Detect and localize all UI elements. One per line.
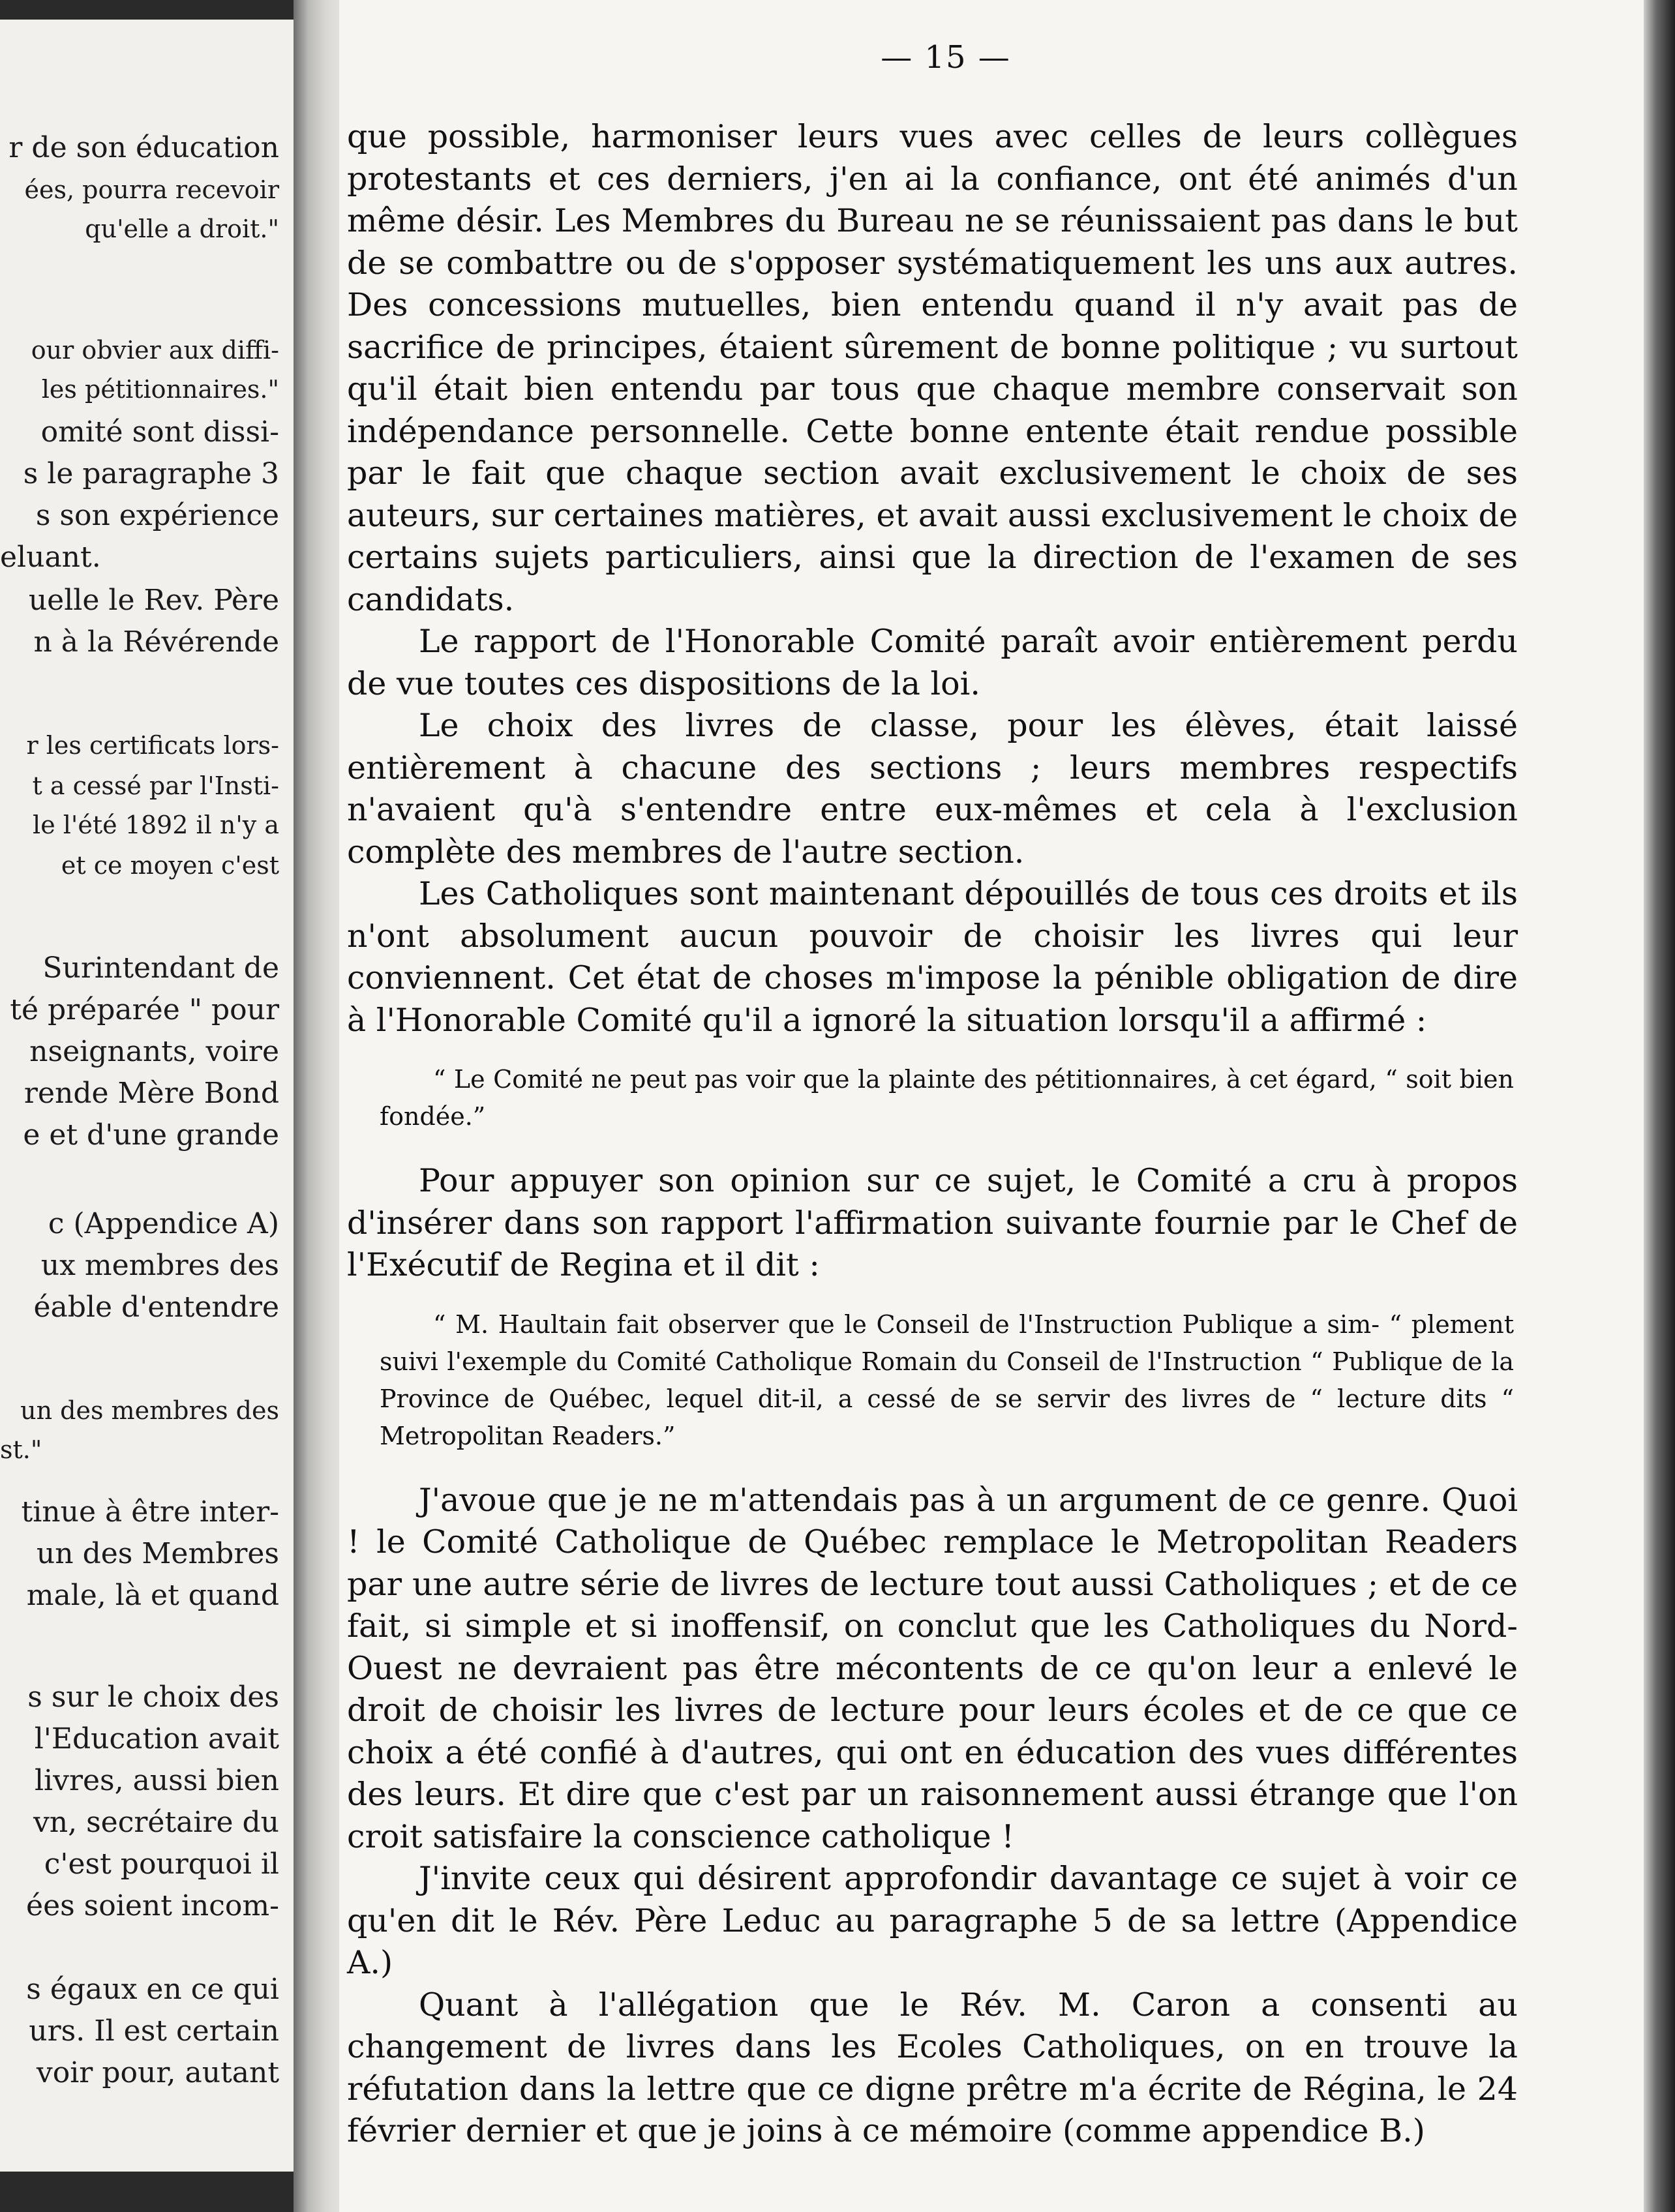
left-line: c'est pourquoi il (44, 1847, 279, 1881)
left-line: rende Mère Bond (23, 1077, 279, 1110)
left-line: c (Appendice A) (48, 1207, 279, 1240)
left-line: les pétitionnaires." (41, 375, 279, 404)
page-number: — 15 — (881, 39, 1011, 76)
left-line: le l'été 1892 il n'y a (33, 811, 279, 839)
left-line: r les certificats lors- (26, 731, 279, 760)
left-line: s le paragraphe 3 (23, 457, 279, 490)
paragraph: Le rapport de l'Honorable Comité paraît avoir entièrement perdu de vue toutes ces dispositions de la loi. (347, 623, 1518, 702)
paragraph: Le choix des livres de classe, pour les élèves, était laissé entièrement à chacune des sections ; leurs membres respectifs n'avaient qu'à s'entendre entre eux-mêmes et cela à l'exclusion complète des membres de l'autre section. (347, 707, 1518, 871)
paragraph: J'invite ceux qui désirent approfondir davantage ce sujet à voir ce qu'en dit le Rév. Père Leduc au paragraphe 5 de sa lettre (Appendice A.) (347, 1860, 1518, 1981)
left-line: voir pour, autant (36, 2056, 279, 2089)
left-line: s égaux en ce qui (26, 1973, 279, 2006)
paragraph: Pour appuyer son opinion sur ce sujet, le Comité a cru à propos d'insérer dans son rapport l'affirmation suivante fournie par le Chef de l'Exécutif de Regina et il dit : (347, 1162, 1518, 1283)
left-line: ées, pourra recevoir (24, 175, 279, 204)
left-line: s son expérience (35, 499, 279, 532)
left-line: et ce moyen c'est (61, 851, 279, 880)
left-line: urs. Il est certain (29, 2014, 279, 2048)
left-line: our obvier aux diffi- (31, 336, 279, 365)
page-edge-shadow (1644, 0, 1675, 2212)
paragraph: que possible, harmoniser leurs vues avec celles de leurs collègues protestants et ces derniers, j'en ai la confiance, ont été animés d'un même désir. Les Membres du Bureau ne se réunissaient pas dans le but de se combattre ou de s'opposer systématiquement les uns aux autres. Des concessions mutuelles, bien entendu quand il n'y avait pas de sacrifice de principes, étaient sûrement de bonne politique ; vu surtout qu'il était bien entendu par tous que chaque membre conservait son indépendance personnelle. Cette bonne entente était rendue possible par le fait que chaque section avait exclusivement le choix de ses auteurs, sur certaines matières, et avait aussi exclusivement le choix de certains sujets particuliers, ainsi que la direction de l'examen de ses candidats. (347, 118, 1518, 618)
left-line: e et d'une grande (23, 1118, 279, 1152)
block-quote: “ M. Haultain fait observer que le Conseil de l'Instruction Publique a sim- “ plement suivi l'exemple du Comité Catholique Romain du Conseil de l'Instruction “ Publique de la Province de Québec, lequel dit-il, a cessé de se servir des livres de “ lecture dits “ Metropolitan Readers.” (380, 1309, 1514, 1450)
paragraph: Les Catholiques sont maintenant dépouillés de tous ces droits et ils n'ont absolument aucun pouvoir de choisir les livres qui leur conviennent. Cet état de choses m'impose la pénible obligation de dire à l'Honorable Comité qu'il a ignoré la situation lorsqu'il a affirmé : (347, 875, 1518, 1039)
left-line: éable d'entendre (33, 1291, 279, 1324)
left-line: livres, aussi bien (34, 1764, 279, 1797)
left-line: tinue à être inter- (21, 1495, 279, 1529)
left-line: l'Education avait (34, 1722, 279, 1756)
left-line: un des membres des (20, 1396, 279, 1425)
left-line: s sur le choix des (27, 1681, 279, 1714)
left-line: uelle le Rev. Père (28, 584, 279, 617)
paragraph: J'avoue que je ne m'attendais pas à un argument de ce genre. Quoi ! le Comité Catholique de Québec remplace le Metropolitan Readers par une autre série de livres de lecture tout aussi Catholiques ; et de ce fait, si simple et si inoffensif, on conclut que les Catholiques du Nord-Ouest ne devraient pas être mécontents de ce qu'on leur a enlevé le droit de choisir les livres de lecture pour leurs écoles et de ce que ce choix a été confié à d'autres, qui ont en éducation des vues différentes des leurs. Et dire que c'est par un raisonnement aussi étrange que l'on croit satisfaire la conscience catholique ! (347, 1481, 1518, 1855)
left-page-fragment (0, 20, 294, 2172)
left-line: r de son éducation (8, 131, 279, 164)
left-line: qu'elle a droit." (85, 215, 279, 243)
left-line: eluant. (0, 541, 101, 574)
left-line: ées soient incom- (26, 1889, 279, 1922)
left-line: ux membres des (40, 1249, 279, 1282)
left-line: st." (0, 1435, 42, 1464)
left-line: omité sont dissi- (40, 415, 279, 449)
left-line: male, là et quand (26, 1579, 279, 1612)
main-text-column (347, 116, 1518, 2153)
left-line: vn, secrétaire du (33, 1806, 279, 1839)
left-line: té préparée " pour (10, 993, 279, 1026)
left-line: Surintendant de (42, 951, 279, 985)
block-quote: “ Le Comité ne peut pas voir que la plainte des pétitionnaires, à cet égard, “ soit bien fondée.” (380, 1065, 1514, 1131)
left-line: un des Membres (36, 1537, 279, 1570)
left-line: t a cessé par l'Insti- (32, 771, 279, 800)
left-line: nseignants, voire (29, 1035, 279, 1068)
left-line: n à la Révérende (33, 625, 279, 659)
paragraph: Quant à l'allégation que le Rév. M. Caron a consenti au changement de livres dans les Ecoles Catholiques, on en trouve la réfutation dans la lettre que ce digne prêtre m'a écrite de Régina, le 24 février dernier et que je joins à ce mémoire (comme appendice B.) (347, 1986, 1518, 2149)
